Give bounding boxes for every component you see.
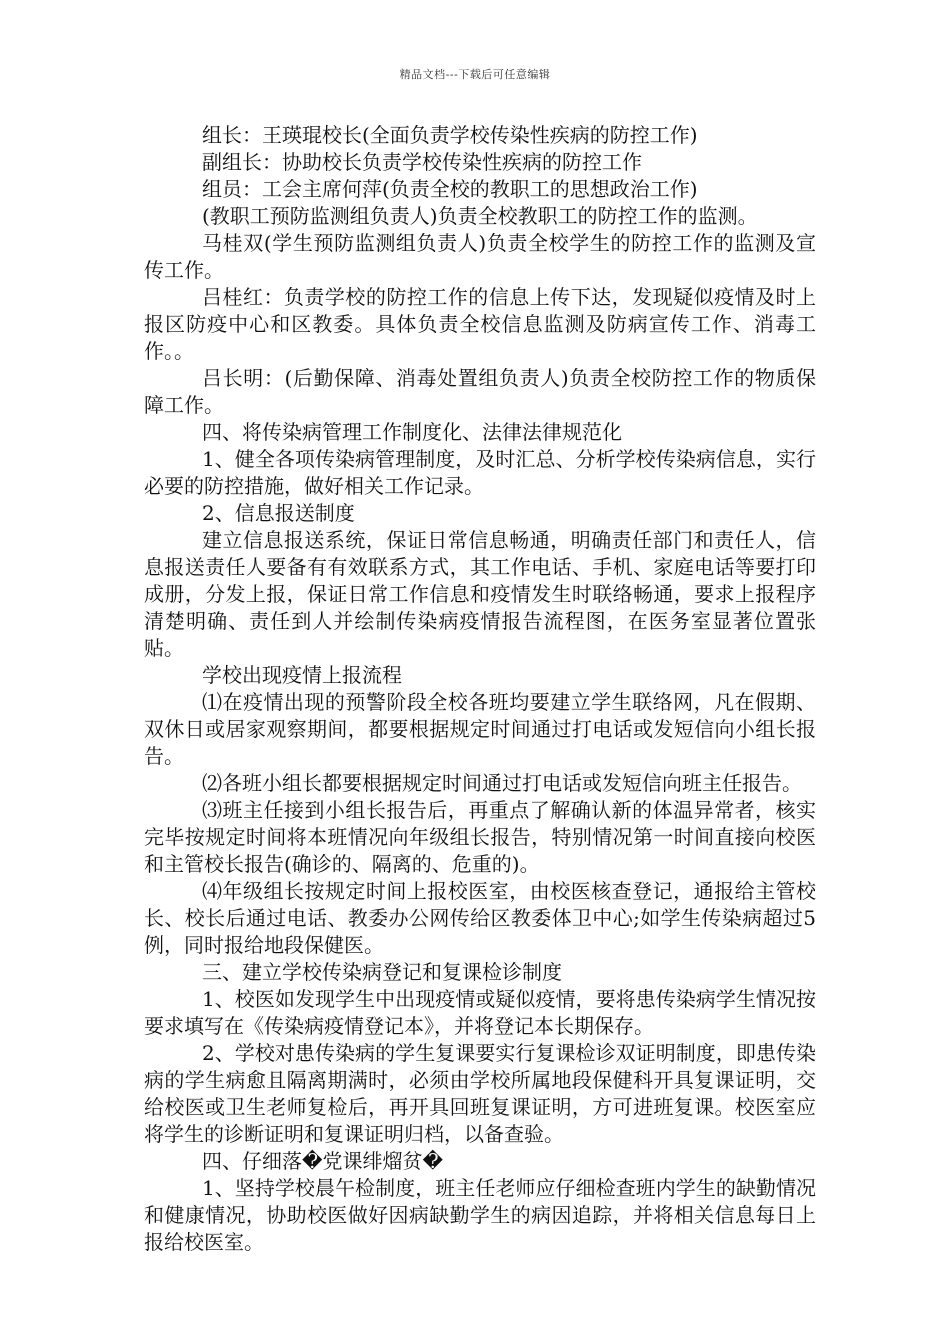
- paragraph: 建立信息报送系统，保证日常信息畅通，明确责任部门和责任人，信息报送责任人要备有有效联系方式，其工作电话、手机、家庭电话等要打印成册，分发上报，保证日常工作信息和疫情发生时联络畅通，要求上报程序清楚明确、责任到人并绘制传染病疫情报告流程图，在医务室显著位置张贴。: [144, 528, 816, 660]
- paragraph: 组员：工会主席何萍(负责全校的教职工的思想政治工作): [202, 177, 698, 201]
- paragraph: 副组长：协助校长负责学校传染性疾病的防控工作: [202, 150, 642, 174]
- paragraph: ⑶班主任接到小组长报告后，再重点了解确认新的体温异常者，核实完毕按规定时间将本班情况向年级组长报告，特别情况第一时间直接向校医和主管校长报告(确诊的、隔离的、危重的)。: [144, 798, 816, 876]
- paragraph: 2、学校对患传染病的学生复课要实行复课检诊双证明制度，即患传染病的学生病愈且隔离期满时，必须由学校所属地段保健科开具复课证明，交给校医或卫生老师复检后，再开具回班复课证明，方可进班复课。校医室应将学生的诊断证明和复课证明归档，以备查验。: [144, 1041, 816, 1146]
- document-body: [144, 122, 816, 1256]
- subheading: 2、信息报送制度: [202, 501, 355, 525]
- paragraph: 马桂双(学生预防监测组负责人)负责全校学生的防控工作的监测及宣传工作。: [144, 231, 816, 282]
- paragraph: 1、健全各项传染病管理制度，及时汇总、分析学校传染病信息，实行必要的防控措施，做好相关工作记录。: [144, 447, 816, 498]
- paragraph: 1、校医如发现学生中出现疫情或疑似疫情，要将患传染病学生情况按要求填写在《传染病疫情登记本》，并将登记本长期保存。: [144, 987, 816, 1038]
- paragraph: 组长：王瑛琨校长(全面负责学校传染性疾病的防控工作): [202, 123, 698, 147]
- paragraph: ⑴在疫情出现的预警阶段全校各班均要建立学生联络网，凡在假期、双休日或居家观察期间，都要根据规定时间通过打电话或发短信向小组长报告。: [144, 690, 816, 768]
- paragraph: (教职工预防监测组负责人)负责全校教职工的防控工作的监测。: [202, 204, 758, 228]
- paragraph: 1、坚持学校晨午检制度，班主任老师应仔细检查班内学生的缺勤情况和健康情况，协助校医做好因病缺勤学生的病因追踪，并将相关信息每日上报给校医室。: [144, 1176, 816, 1254]
- paragraph: ⑵各班小组长都要根据规定时间通过打电话或发短信向班主任报告。: [202, 771, 802, 795]
- section-heading: 四、将传染病管理工作制度化、法律法律规范化: [202, 420, 622, 444]
- paragraph: ⑷年级组长按规定时间上报校医室，由校医核查登记，通报给主管校长、校长后通过电话、教委办公网传给区教委体卫中心;如学生传染病超过5例，同时报给地段保健医。: [144, 879, 816, 957]
- section-heading: 四、仔细落�党课绯熘贫�: [202, 1149, 444, 1173]
- section-heading: 三、建立学校传染病登记和复课检诊制度: [202, 960, 562, 984]
- paragraph: 吕桂红：负责学校的防控工作的信息上传下达，发现疑似疫情及时上报区防疫中心和区教委。具体负责全校信息监测及防病宣传工作、消毒工作。。: [144, 285, 816, 363]
- paragraph: 吕长明：(后勤保障、消毒处置组负责人)负责全校防控工作的物质保障工作。: [144, 366, 816, 417]
- page-header: 精品文档---下载后可任意编辑: [399, 68, 551, 81]
- subheading: 学校出现疫情上报流程: [202, 663, 402, 687]
